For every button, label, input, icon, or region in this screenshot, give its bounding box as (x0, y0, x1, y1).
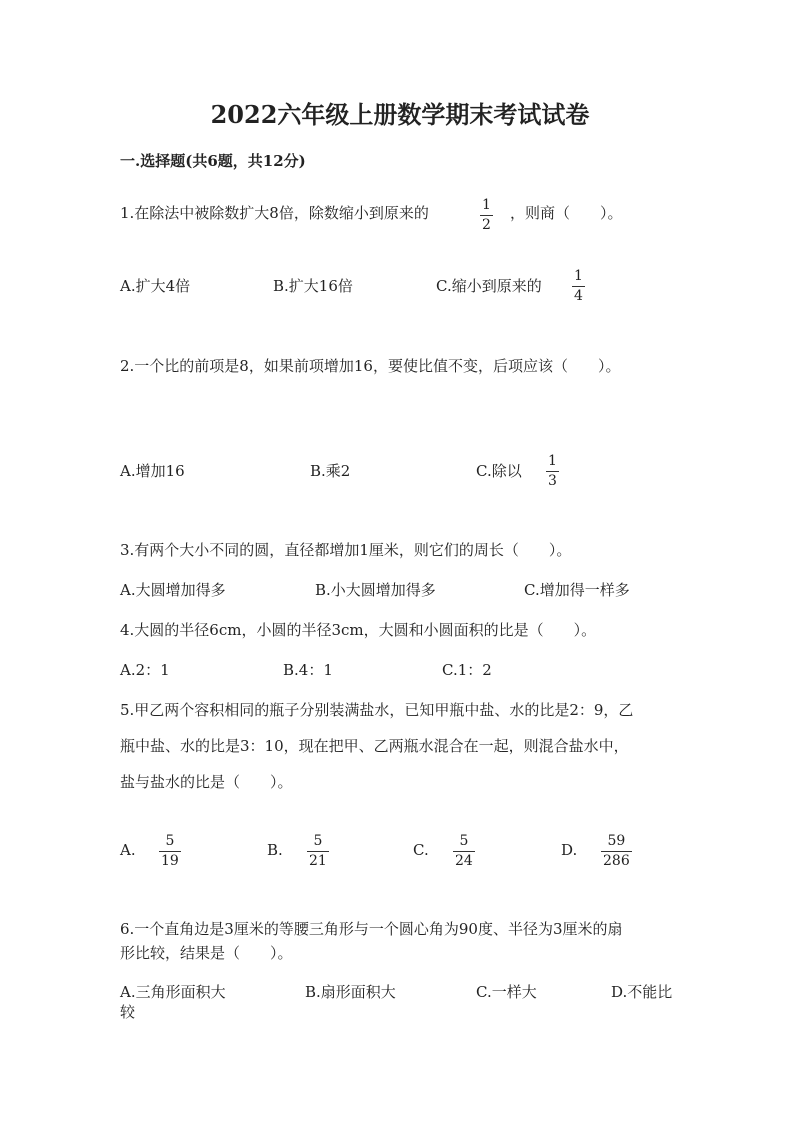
question-4-option-b: B.4：1 (283, 661, 333, 679)
fraction-bar (307, 851, 329, 852)
question-2-option-b: B.乘2 (310, 462, 351, 480)
question-1-option-b: B.扩大16倍 (273, 277, 353, 295)
question-6-option-a: A.三角形面积大 (120, 983, 226, 1001)
question-1-text-after: ，则商（ ）。 (510, 204, 623, 222)
fraction-denominator: 24 (455, 853, 473, 869)
fraction-numerator: 1 (482, 197, 491, 213)
fraction-denominator: 4 (574, 288, 583, 304)
fraction-denominator: 2 (482, 217, 491, 233)
fraction-numerator: 5 (165, 833, 175, 849)
fraction-denominator: 286 (603, 853, 630, 869)
question-2-option-c: C.除以 (476, 462, 522, 480)
question-4-text: 4.大圆的半径6cm，小圆的半径3cm，大圆和小圆面积的比是（ ）。 (120, 621, 597, 639)
question-1-option-a: A.扩大4倍 (120, 277, 191, 295)
fraction-bar (546, 471, 559, 472)
question-3-option-b: B.小大圆增加得多 (315, 581, 436, 599)
question-5-option-c-fraction (453, 833, 475, 869)
fraction-numerator: 5 (313, 833, 323, 849)
question-2-option-a: A.增加16 (120, 462, 185, 480)
page-title: 2022六年级上册数学期末考试试卷 (210, 100, 590, 129)
fraction-bar (572, 286, 585, 287)
question-5-option-a-fraction (159, 833, 181, 869)
question-6-option-d: D.不能比 (611, 983, 673, 1001)
question-5-option-b-fraction (307, 833, 329, 869)
fraction-numerator: 1 (574, 268, 583, 284)
question-6-line-1: 6.一个直角边是3厘米的等腰三角形与一个圆心角为90度、半径为3厘米的扇 (120, 920, 623, 938)
question-5-option-d-fraction (601, 833, 632, 869)
question-2-option-c-fraction (546, 453, 559, 489)
question-6-option-a-wrap: 较 (120, 1003, 136, 1021)
fraction-denominator: 19 (161, 853, 179, 869)
question-3-option-c: C.增加得一样多 (524, 581, 630, 599)
question-3-option-a: A.大圆增加得多 (120, 581, 226, 599)
question-4-option-c: C.1：2 (442, 661, 492, 679)
question-5-option-c: C. (413, 841, 429, 859)
question-5-line-3: 盐与盐水的比是（ ）。 (120, 773, 293, 791)
fraction-numerator: 59 (607, 833, 626, 849)
question-5-line-2: 瓶中盐、水的比是3：10，现在把甲、乙两瓶水混合在一起，则混合盐水中， (120, 737, 629, 755)
section-heading: 一.选择题(共6题，共12分) (120, 152, 306, 170)
fraction-denominator: 21 (309, 853, 327, 869)
question-5-option-b: B. (267, 841, 283, 859)
fraction-bar (159, 851, 181, 852)
question-5-option-d: D. (561, 841, 578, 859)
fraction-numerator: 5 (459, 833, 469, 849)
question-6-line-2: 形比较，结果是（ ）。 (120, 944, 293, 962)
question-6-option-c: C.一样大 (476, 983, 537, 1001)
fraction-denominator: 3 (548, 473, 557, 489)
question-2-text: 2.一个比的前项是8，如果前项增加16，要使比值不变，后项应该（ ）。 (120, 357, 621, 375)
fraction-bar (453, 851, 475, 852)
fraction-bar (601, 851, 632, 852)
question-1-option-c: C.缩小到原来的 (436, 277, 542, 295)
question-5-option-a: A. (120, 841, 136, 859)
fraction-numerator: 1 (548, 453, 557, 469)
question-1-text: 1.在除法中被除数扩大8倍，除数缩小到原来的 (120, 204, 429, 222)
question-3-text: 3.有两个大小不同的圆，直径都增加1厘米，则它们的周长（ ）。 (120, 541, 572, 559)
question-6-option-b: B.扇形面积大 (305, 983, 396, 1001)
question-1-option-c-fraction (572, 268, 585, 304)
question-4-option-a: A.2：1 (120, 661, 170, 679)
fraction-bar (480, 215, 493, 216)
question-5-line-1: 5.甲乙两个容积相同的瓶子分别装满盐水，已知甲瓶中盐、水的比是2：9，乙 (120, 701, 634, 719)
question-1-fraction (480, 197, 493, 233)
